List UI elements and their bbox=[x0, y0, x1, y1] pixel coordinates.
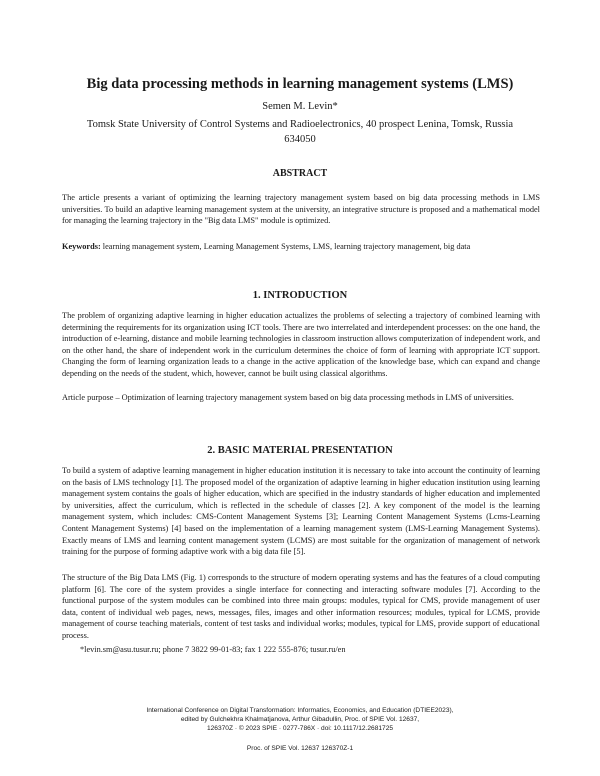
basic-material-paragraph-2: The structure of the Big Data LMS (Fig. 1) corresponds to the structure of modern operating systems and has the features of a cloud computing platform [6]. The core of the system provides a single interface for connecting and interacting software modules [7]. According to the functional purpose of the system modules can be combined into three main groups: modules, typical for CMS, provide management of user data, content of individual web pages, news, messages, files, images and other information resources; modules, typical for LCMS, provide management of course teaching materials, content of test tasks and individual works; modules, typical for LMS, provide support of educational process. bbox=[62, 573, 540, 640]
keywords-paragraph bbox=[62, 241, 540, 253]
author-name: Semen M. Levin* bbox=[262, 101, 338, 112]
conference-line-1: International Conference on Digital Transformation: Informatics, Economics, and Education (DTIEE2023), bbox=[146, 707, 454, 714]
keywords-label: Keywords: bbox=[62, 242, 101, 251]
abstract-heading: ABSTRACT bbox=[272, 168, 328, 179]
section-heading-introduction: 1. INTRODUCTION bbox=[252, 290, 348, 301]
conference-line-3: 126370Z · © 2023 SPIE · 0277-786X · doi: 10.1117/12.2681725 bbox=[206, 725, 394, 732]
introduction-paragraph-2: Article purpose – Optimization of learning trajectory management system based on big data processing methods in LMS of universities. bbox=[62, 393, 514, 402]
introduction-paragraph-1: The problem of organizing adaptive learning in higher education actualizes the problems of selecting a trajectory of combined learning with determining the requirements for its organization using ICT tools. There are two interrelated and interdependent processes: on the one hand, the introduction of e-learning, distance and mobile learning technologies in classroom instruction allows computerization of independent work, and on the other hand, the share of independent work in the curriculum determines the choice of form of learning with appropriate ICT support. Changing the form of learning organization leads to a change in the active application of the knowledge base, which can expand and change depending on the needs of the student, which, however, cannot be built using classical algorithms. bbox=[62, 311, 540, 378]
section-heading-basic-material: 2. BASIC MATERIAL PRESENTATION bbox=[207, 445, 393, 456]
author-contact-footnote: *levin.sm@asu.tusur.ru; phone 7 3822 99-01-83; fax 1 222 555-876; tusur.ru/en bbox=[80, 645, 346, 654]
conference-info bbox=[100, 706, 500, 733]
keywords-list: learning management system, Learning Management Systems, LMS, learning trajectory management, big data bbox=[100, 242, 471, 251]
conference-line-2: edited by Gulchekhra Khalmatjanova, Arthur Gibadullin, Proc. of SPIE Vol. 12637, bbox=[180, 716, 420, 723]
basic-material-paragraph-1: To build a system of adaptive learning management in higher education institution it is necessary to take into account the continuity of learning on the basis of LMS technology [1]. The proposed model of the organization of adaptive learning in higher education institution using learning management system contains the goals of higher education, which are specified in the industry standards of higher education and implemented by universities, affect the curriculum, which is reflected in the schedule of classes [2]. A key component of the model is the learning management system, which includes: CMS-Content Management Systems [3]; Learning Content Management Systems (Lcms-Learning Content Management Systems) [4] based on the implementation of a learning management system (LMS-Learning Management Systems). Exactly means of LMS and learning content management system (LCMS) are most suitable for the organization of management of network training for the purpose of forming adaptive work with a big data file [5]. bbox=[62, 466, 540, 557]
author-affiliation: Tomsk State University of Control Systems and Radioelectronics, 40 prospect Lenina, Tomsk, Russia 634050 bbox=[86, 119, 514, 145]
paper-title: Big data processing methods in learning management systems (LMS) bbox=[86, 76, 514, 92]
page-footer: Proc. of SPIE Vol. 12637 126370Z-1 bbox=[246, 745, 354, 752]
abstract-text: The article presents a variant of optimizing the learning trajectory management system based on big data processing methods in LMS universities. To build an adaptive learning management system at the university, an integrative structure is proposed and a mathematical model for managing the learning trajectory in the "Big data LMS" module is optimized. bbox=[62, 193, 540, 226]
